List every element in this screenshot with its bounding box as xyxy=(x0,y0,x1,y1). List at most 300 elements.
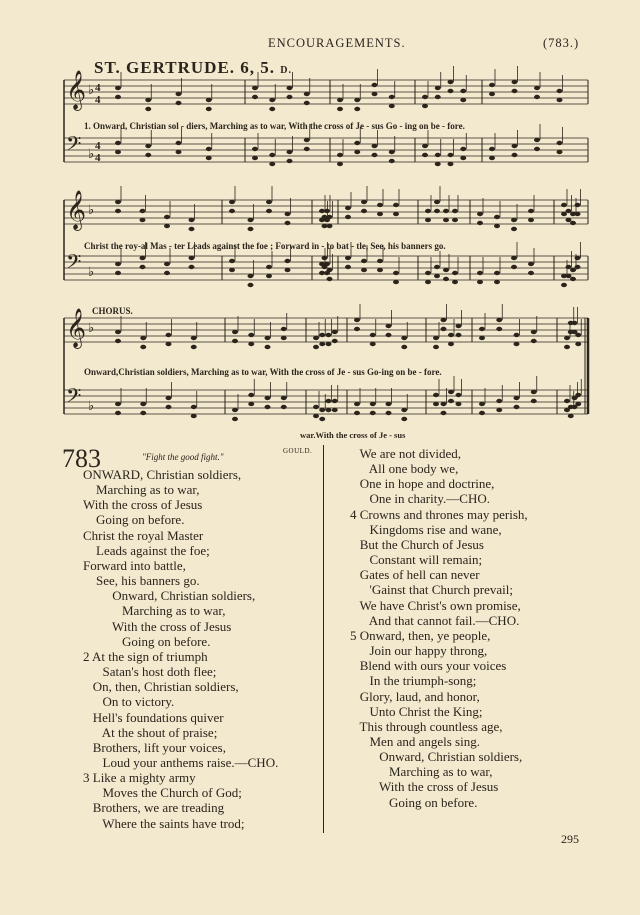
note-head xyxy=(327,268,333,272)
note-head xyxy=(229,209,235,213)
flat-sign: ♭ xyxy=(88,202,95,217)
note-head xyxy=(460,147,466,151)
note-head xyxy=(511,256,517,260)
verse-line: Constant will remain; xyxy=(350,552,483,568)
note-head xyxy=(354,327,360,331)
note-head xyxy=(354,150,360,154)
treble-clef: 𝄞 xyxy=(66,70,87,110)
note-head xyxy=(441,402,447,406)
note-head xyxy=(531,330,537,334)
note-head xyxy=(456,393,462,397)
note-head xyxy=(496,327,502,331)
note-head xyxy=(313,405,319,409)
note-head xyxy=(252,86,258,90)
note-head xyxy=(206,98,212,102)
note-head xyxy=(443,268,449,272)
note-head xyxy=(575,203,581,207)
note-head xyxy=(570,268,576,272)
note-head xyxy=(386,324,392,328)
note-head xyxy=(393,271,399,275)
verse-line: One in hope and doctrine, xyxy=(350,476,495,492)
note-head xyxy=(326,408,332,412)
note-head xyxy=(531,399,537,403)
verse-line: 2 At the sign of triumph xyxy=(83,648,208,664)
note-head xyxy=(248,342,254,346)
note-head xyxy=(115,150,121,154)
note-head xyxy=(345,215,351,219)
bass-clef: 𝄢 xyxy=(66,250,82,278)
note-head xyxy=(564,345,570,349)
flat-sign: ♭ xyxy=(88,146,95,161)
verse-line: All one body we, xyxy=(350,461,459,477)
note-head xyxy=(324,262,330,266)
time-signature: 4 xyxy=(95,152,101,164)
note-head xyxy=(166,342,172,346)
note-head xyxy=(313,336,319,340)
note-head xyxy=(354,107,360,111)
note-head xyxy=(189,227,195,231)
note-head xyxy=(145,144,151,148)
note-head xyxy=(377,203,383,207)
hymn-reference: (783.) xyxy=(543,36,580,50)
verse-line: 5 Onward, then, ye people, xyxy=(350,627,491,643)
note-head xyxy=(401,417,407,421)
note-head xyxy=(566,209,572,213)
note-head xyxy=(479,336,485,340)
note-head xyxy=(248,393,254,397)
note-head xyxy=(479,411,485,415)
column-divider xyxy=(323,445,324,833)
note-head xyxy=(304,92,310,96)
note-head xyxy=(389,159,395,163)
note-head xyxy=(189,218,195,222)
note-head xyxy=(401,336,407,340)
note-head xyxy=(265,336,271,340)
note-head xyxy=(433,345,439,349)
time-signature: 4 xyxy=(95,82,101,94)
note-head xyxy=(327,277,333,281)
note-head xyxy=(229,259,235,263)
verse-line: 'Gainst that Church prevail; xyxy=(350,582,514,598)
verse-line: 3 Like a mighty army xyxy=(83,770,196,786)
note-head xyxy=(287,95,293,99)
note-head xyxy=(140,402,146,406)
hymn-motto: "Fight the good fight." xyxy=(142,452,224,462)
note-head xyxy=(460,156,466,160)
note-head xyxy=(115,209,121,213)
verse-line: One in charity.—CHO. xyxy=(350,491,490,507)
note-head xyxy=(568,414,574,418)
note-head xyxy=(494,224,500,228)
note-head xyxy=(528,209,534,213)
note-head xyxy=(566,274,572,278)
note-head xyxy=(534,86,540,90)
note-head xyxy=(285,212,291,216)
verse-line: We are not divided, xyxy=(350,446,461,461)
note-head xyxy=(285,221,291,225)
note-head xyxy=(561,283,567,287)
note-head xyxy=(337,153,343,157)
note-head xyxy=(115,339,121,343)
flat-sign: ♭ xyxy=(88,398,95,413)
note-head xyxy=(191,414,197,418)
note-head xyxy=(435,95,441,99)
note-head xyxy=(534,95,540,99)
note-head xyxy=(443,277,449,281)
note-head xyxy=(448,89,454,93)
note-head xyxy=(115,262,121,266)
verse-column-right xyxy=(350,446,528,810)
running-title: ENCOURAGEMENTS. xyxy=(268,36,406,50)
note-head xyxy=(377,259,383,263)
note-head xyxy=(433,336,439,340)
note-head xyxy=(452,209,458,213)
verse-line: Christ the royal Master xyxy=(83,527,204,543)
page-number: 295 xyxy=(561,832,579,846)
note-head xyxy=(401,408,407,412)
note-head xyxy=(528,271,534,275)
note-head xyxy=(115,200,121,204)
time-signature: 4 xyxy=(95,140,101,152)
note-head xyxy=(448,390,454,394)
note-head xyxy=(425,280,431,284)
note-head xyxy=(389,150,395,154)
note-head xyxy=(479,327,485,331)
note-head xyxy=(575,342,581,346)
note-head xyxy=(575,256,581,260)
note-head xyxy=(232,417,238,421)
note-head xyxy=(229,268,235,272)
note-head xyxy=(176,150,182,154)
note-head xyxy=(512,144,518,148)
note-head xyxy=(304,147,310,151)
note-head xyxy=(281,327,287,331)
note-head xyxy=(557,141,563,145)
note-head xyxy=(232,330,238,334)
verse-column-left xyxy=(83,467,278,831)
note-head xyxy=(496,408,502,412)
verse-line: With the cross of Jesus xyxy=(350,779,499,795)
note-head xyxy=(164,224,170,228)
note-head xyxy=(324,209,330,213)
note-head xyxy=(448,162,454,166)
note-head xyxy=(434,209,440,213)
note-head xyxy=(361,200,367,204)
note-head xyxy=(337,162,343,166)
note-head xyxy=(304,101,310,105)
note-head xyxy=(361,209,367,213)
note-head xyxy=(265,405,271,409)
note-head xyxy=(425,209,431,213)
note-head xyxy=(322,256,328,260)
note-head xyxy=(422,153,428,157)
flat-sign: ♭ xyxy=(88,82,95,97)
system2-lyrics: Christ the roy-al Mas - ter Leads against the foe ; Forward in - to bat - tle, See, his banners go. xyxy=(84,241,446,251)
bass-clef: 𝄢 xyxy=(66,132,82,160)
note-head xyxy=(191,405,197,409)
verse-line: Satan's host doth flee; xyxy=(83,664,217,680)
time-signature: 4 xyxy=(95,94,101,106)
note-head xyxy=(557,150,563,154)
bass-clef: 𝄢 xyxy=(66,384,82,412)
note-head xyxy=(265,396,271,400)
note-head xyxy=(140,265,146,269)
note-head xyxy=(435,153,441,157)
note-head xyxy=(332,408,338,412)
note-head xyxy=(327,215,333,219)
verse-line: But the Church of Jesus xyxy=(350,536,484,552)
note-head xyxy=(386,402,392,406)
system1-lyrics: 1. Onward, Christian sol - diers, Marching as to war, With the cross of Je - sus Go - ing on be - fore. xyxy=(84,121,465,131)
note-head xyxy=(494,215,500,219)
note-head xyxy=(460,98,466,102)
note-head xyxy=(326,342,332,346)
note-head xyxy=(434,274,440,278)
note-head xyxy=(140,411,146,415)
verse-line: Loud your anthems raise.—CHO. xyxy=(83,754,279,770)
note-head xyxy=(313,345,319,349)
note-head xyxy=(511,218,517,222)
note-head xyxy=(557,89,563,93)
note-head xyxy=(386,333,392,337)
note-head xyxy=(252,95,258,99)
verse-line: Marching as to war, xyxy=(83,482,200,498)
note-head xyxy=(345,256,351,260)
note-head xyxy=(389,95,395,99)
note-head xyxy=(441,318,447,322)
verse-line: This through countless age, xyxy=(350,718,503,734)
note-head xyxy=(115,141,121,145)
note-head xyxy=(326,399,332,403)
note-head xyxy=(252,147,258,151)
note-head xyxy=(372,92,378,96)
note-head xyxy=(166,333,172,337)
note-head xyxy=(489,156,495,160)
note-head xyxy=(479,402,485,406)
note-head xyxy=(425,271,431,275)
verse-line: With the cross of Jesus xyxy=(83,497,203,513)
verse-line: Unto Christ the King; xyxy=(350,703,483,719)
note-head xyxy=(266,209,272,213)
note-head xyxy=(561,203,567,207)
note-head xyxy=(319,342,325,346)
treble-clef: 𝄞 xyxy=(66,190,87,230)
tune-name: ST. GERTRUDE. xyxy=(94,58,236,77)
note-head xyxy=(269,98,275,102)
note-head xyxy=(370,342,376,346)
note-head xyxy=(425,218,431,222)
note-head xyxy=(528,262,534,266)
note-head xyxy=(281,336,287,340)
note-head xyxy=(354,318,360,322)
note-head xyxy=(575,393,581,397)
note-head xyxy=(145,153,151,157)
note-head xyxy=(361,259,367,263)
note-head xyxy=(248,402,254,406)
verse-line: We have Christ's own promise, xyxy=(350,597,521,613)
verse-line: Marching as to war, xyxy=(83,603,226,619)
note-head xyxy=(140,345,146,349)
note-head xyxy=(115,330,121,334)
note-head xyxy=(448,342,454,346)
note-head xyxy=(287,150,293,154)
note-head xyxy=(232,339,238,343)
note-head xyxy=(252,156,258,160)
note-head xyxy=(354,98,360,102)
note-head xyxy=(164,215,170,219)
note-head xyxy=(433,402,439,406)
flat-sign: ♭ xyxy=(88,264,95,279)
treble-clef: 𝄞 xyxy=(66,308,87,348)
note-head xyxy=(575,212,581,216)
note-head xyxy=(232,408,238,412)
note-head xyxy=(489,147,495,151)
verse-line: 4 Crowns and thrones may perish, xyxy=(350,506,528,522)
note-head xyxy=(575,402,581,406)
note-head xyxy=(564,399,570,403)
note-head xyxy=(287,86,293,90)
verse-line: Forward into battle, xyxy=(83,557,186,573)
note-head xyxy=(435,86,441,90)
verse-line: Moves the Church of God; xyxy=(83,785,242,801)
note-head xyxy=(206,156,212,160)
note-head xyxy=(304,138,310,142)
note-head xyxy=(166,405,172,409)
tune-meter-suffix: D. xyxy=(280,65,293,76)
note-head xyxy=(389,104,395,108)
note-head xyxy=(313,414,319,418)
note-head xyxy=(514,396,520,400)
note-head xyxy=(191,336,197,340)
verse-line: Brothers, lift your voices, xyxy=(83,739,226,755)
note-head xyxy=(433,393,439,397)
note-head xyxy=(422,104,428,108)
note-head xyxy=(140,218,146,222)
system3-bass-lyrics: war.With the cross of Je - sus xyxy=(300,430,406,440)
note-head xyxy=(206,107,212,111)
note-head xyxy=(370,333,376,337)
note-head xyxy=(370,411,376,415)
note-head xyxy=(448,399,454,403)
note-head xyxy=(443,209,449,213)
note-head xyxy=(229,200,235,204)
note-head xyxy=(287,159,293,163)
verse-line: Leads against the foe; xyxy=(83,542,210,558)
note-head xyxy=(285,259,291,263)
verse-line: In the triumph-song; xyxy=(350,673,477,689)
verse-line: Glory, laud, and honor, xyxy=(350,688,480,704)
note-head xyxy=(285,268,291,272)
note-head xyxy=(494,280,500,284)
note-head xyxy=(531,390,537,394)
note-head xyxy=(332,339,338,343)
verse-line: See, his banners go. xyxy=(83,573,200,589)
note-head xyxy=(377,268,383,272)
note-head xyxy=(456,333,462,337)
note-head xyxy=(191,345,197,349)
verse-line: Kingdoms rise and wane, xyxy=(350,521,502,537)
note-head xyxy=(370,402,376,406)
note-head xyxy=(448,153,454,157)
note-head xyxy=(456,324,462,328)
note-head xyxy=(354,411,360,415)
note-head xyxy=(115,95,121,99)
hymn-number: 783 xyxy=(62,444,101,473)
note-head xyxy=(345,206,351,210)
note-head xyxy=(575,333,581,337)
note-head xyxy=(266,200,272,204)
note-head xyxy=(401,345,407,349)
note-head xyxy=(452,271,458,275)
note-head xyxy=(176,92,182,96)
note-head xyxy=(145,107,151,111)
note-head xyxy=(512,153,518,157)
note-head xyxy=(531,339,537,343)
note-head xyxy=(176,141,182,145)
note-head xyxy=(566,218,572,222)
note-head xyxy=(319,417,325,421)
verse-line: Onward, Christian soldiers, xyxy=(350,749,523,765)
note-head xyxy=(434,200,440,204)
note-head xyxy=(189,256,195,260)
note-head xyxy=(393,212,399,216)
hymn-author: GOULD. xyxy=(283,447,313,455)
chorus-label: CHORUS. xyxy=(92,306,133,316)
note-head xyxy=(269,162,275,166)
note-head xyxy=(372,144,378,148)
note-head xyxy=(269,107,275,111)
note-head xyxy=(164,262,170,266)
note-head xyxy=(512,80,518,84)
verse-line: Hell's foundations quiver xyxy=(83,709,224,725)
note-head xyxy=(166,396,172,400)
note-head xyxy=(477,280,483,284)
note-head xyxy=(372,153,378,157)
note-head xyxy=(514,342,520,346)
verse-line: Marching as to war, xyxy=(350,764,493,780)
note-head xyxy=(140,209,146,213)
note-head xyxy=(511,227,517,231)
note-head xyxy=(448,333,454,337)
note-head xyxy=(477,221,483,225)
note-head xyxy=(570,221,576,225)
note-head xyxy=(572,321,578,325)
system3-lyrics: Onward,Christian soldiers, Marching as to war, With the cross of Je - sus Go-ing on be - fore. xyxy=(84,367,442,377)
note-head xyxy=(332,330,338,334)
note-head xyxy=(422,95,428,99)
note-head xyxy=(477,271,483,275)
note-head xyxy=(477,212,483,216)
note-head xyxy=(281,405,287,409)
note-head xyxy=(441,411,447,415)
note-head xyxy=(248,218,254,222)
note-head xyxy=(511,265,517,269)
verse-line: Brothers, we are treading xyxy=(83,800,225,816)
note-head xyxy=(561,212,567,216)
note-head xyxy=(345,265,351,269)
note-head xyxy=(496,318,502,322)
note-head xyxy=(354,141,360,145)
note-head xyxy=(248,227,254,231)
note-head xyxy=(115,86,121,90)
verse-line: Onward, Christian soldiers, xyxy=(83,588,256,604)
verse-line: Going on before. xyxy=(83,633,211,649)
note-head xyxy=(327,224,333,228)
verse-line: Gates of hell can never xyxy=(350,567,480,583)
verse-line: Going on before. xyxy=(83,512,185,528)
note-head xyxy=(176,101,182,105)
flat-sign: ♭ xyxy=(88,320,95,335)
